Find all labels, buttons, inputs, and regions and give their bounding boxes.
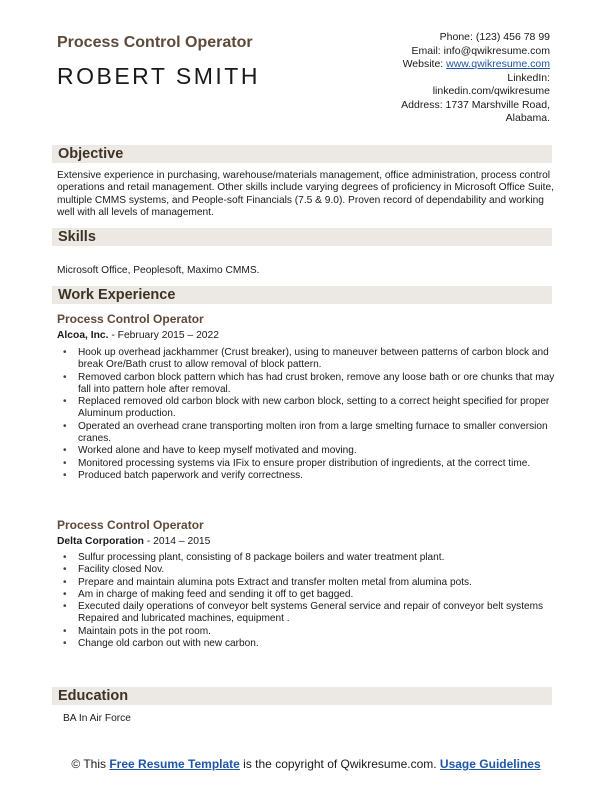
- skills-heading: Skills: [52, 228, 552, 246]
- list-item: • Prepare and maintain alumina pots Extract and transfer molten metal from alumina pots.: [57, 577, 555, 589]
- contact-phone: Phone: (123) 456 78 99: [439, 31, 550, 43]
- usage-guidelines-link[interactable]: Usage Guidelines: [439, 757, 541, 771]
- job-2-bullets: [57, 552, 555, 650]
- footer-prefix: © This: [71, 757, 110, 771]
- list-item: • Change old carbon out with new carbon.: [57, 638, 555, 650]
- skills-text: Microsoft Office, Peoplesoft, Maximo CMMS.: [57, 265, 260, 276]
- list-item: • Replaced removed old carbon block with new carbon block, setting to a correct height specified for proper Aluminum production.: [57, 396, 555, 421]
- job-1-company-line: [57, 330, 219, 341]
- job-1-title: Process Control Operator: [57, 312, 204, 326]
- website-label: Website:: [402, 58, 447, 70]
- contact-linkedin-label: LinkedIn:: [507, 71, 550, 84]
- website-link[interactable]: www.qwikresume.com: [446, 58, 550, 70]
- objective-heading: Objective: [52, 145, 552, 163]
- contact-address-line2: Alabama.: [505, 112, 550, 124]
- objective-text: Extensive experience in purchasing, warehouse/materials management, office administration, process control operations and retail management. Other skills include varying degrees of proficiency in Microsoft Office Suite, multiple CMMS systems, and People-soft Financials (7.5 & 9.0). Proven record of dependability and working well with all levels of management.: [57, 170, 554, 219]
- resume-job-title: Process Control Operator: [57, 34, 253, 51]
- job-2-company-line: [57, 536, 210, 547]
- job-1-dates: - February 2015 – 2022: [108, 330, 219, 341]
- job-1-bullets: [57, 347, 555, 482]
- job-2-dates: - 2014 – 2015: [143, 536, 211, 547]
- contact-block: [350, 31, 550, 126]
- job-1-company: Alcoa, Inc.: [57, 330, 109, 341]
- list-item: • Removed carbon block pattern which has had crust broken, remove any loose bath or ore chunks that may fall into pattern hole after removal.: [57, 372, 555, 397]
- job-2-company: Delta Corporation: [57, 536, 144, 547]
- list-item: • Maintain pots in the pot room.: [57, 626, 555, 638]
- education-heading: Education: [52, 687, 552, 705]
- list-item: • Am in charge of making feed and sending it off to get bagged.: [57, 589, 555, 601]
- list-item: • Sulfur processing plant, consisting of 8 package boilers and water treatment plant.: [57, 552, 555, 564]
- list-item: • Hook up overhead jackhammer (Crust breaker), using to maneuver between patterns of carbon block and break Ore/Bath crust to allow removal of block pattern.: [57, 347, 555, 372]
- work-experience-heading: Work Experience: [52, 286, 552, 304]
- list-item: • Monitored processing systems via IFix to ensure proper distribution of ingredients, at the correct time.: [57, 458, 555, 470]
- list-item: • Operated an overhead crane transporting molten iron from a large smelting furnace to smaller conversion cranes.: [57, 421, 555, 446]
- education-text: BA In Air Force: [63, 713, 131, 724]
- footer-copyright: [60, 757, 552, 771]
- list-item: • Executed daily operations of conveyor belt systems General service and repair of conveyor belt systems Repaired and lubricated machines, equipment .: [57, 601, 555, 626]
- candidate-name: ROBERT SMITH: [57, 63, 260, 89]
- contact-email: Email: info@qwikresume.com: [411, 44, 550, 57]
- job-2-title: Process Control Operator: [57, 518, 204, 532]
- free-resume-template-link[interactable]: Free Resume Template: [109, 757, 240, 771]
- list-item: • Worked alone and have to keep myself motivated and moving.: [57, 445, 555, 457]
- contact-linkedin-value: linkedin.com/qwikresume: [432, 85, 550, 97]
- footer-middle: is the copyright of Qwikresume.com.: [239, 757, 440, 771]
- contact-website: [350, 58, 550, 72]
- list-item: • Produced batch paperwork and verify correctness.: [57, 470, 555, 482]
- list-item: • Facility closed Nov.: [57, 564, 555, 576]
- contact-address-line1: Address: 1737 Marshville Road,: [401, 98, 550, 111]
